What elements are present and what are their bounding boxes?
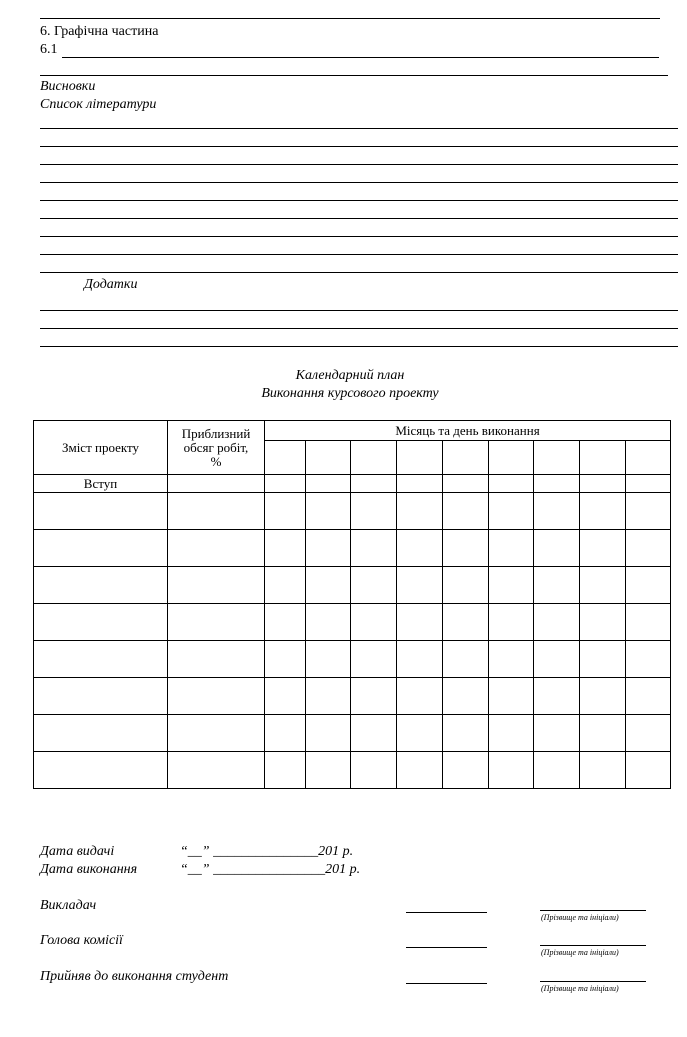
table-cell[interactable] xyxy=(351,752,397,789)
table-cell[interactable] xyxy=(443,715,489,752)
table-cell[interactable] xyxy=(168,715,265,752)
completion-date-value: “__” ________________201 р. xyxy=(180,862,361,877)
table-cell[interactable] xyxy=(265,752,306,789)
section-6-rule xyxy=(40,75,668,76)
table-row xyxy=(34,715,671,752)
table-cell[interactable] xyxy=(265,530,306,567)
table-cell[interactable] xyxy=(534,530,580,567)
table-cell[interactable] xyxy=(397,752,443,789)
table-row xyxy=(34,567,671,604)
table-cell[interactable] xyxy=(397,715,443,752)
table-cell[interactable] xyxy=(306,641,351,678)
table-cell[interactable] xyxy=(534,678,580,715)
table-cell[interactable] xyxy=(397,475,443,493)
table-cell[interactable] xyxy=(168,475,265,493)
day-cell[interactable] xyxy=(626,441,671,475)
table-row xyxy=(34,530,671,567)
table-cell[interactable] xyxy=(443,752,489,789)
table-cell[interactable] xyxy=(351,641,397,678)
section-6-1-label: 6.1 xyxy=(40,42,58,57)
table-cell[interactable] xyxy=(306,530,351,567)
top-rule xyxy=(40,18,660,19)
table-cell[interactable] xyxy=(265,567,306,604)
day-cell[interactable] xyxy=(265,441,306,475)
table-cell[interactable] xyxy=(534,715,580,752)
table-cell[interactable] xyxy=(489,715,534,752)
table-cell[interactable] xyxy=(306,475,351,493)
table-cell[interactable] xyxy=(534,567,580,604)
table-cell[interactable] xyxy=(265,493,306,530)
table-cell[interactable] xyxy=(489,493,534,530)
table-cell[interactable] xyxy=(306,493,351,530)
table-cell[interactable] xyxy=(168,752,265,789)
table-cell[interactable] xyxy=(351,530,397,567)
table-cell[interactable] xyxy=(265,641,306,678)
table-cell[interactable] xyxy=(34,604,168,641)
table-cell[interactable] xyxy=(626,678,671,715)
table-cell[interactable] xyxy=(580,604,626,641)
table-cell[interactable] xyxy=(397,641,443,678)
table-cell[interactable] xyxy=(489,678,534,715)
day-cell[interactable] xyxy=(489,441,534,475)
student-signature-line[interactable] xyxy=(406,983,487,984)
table-cell[interactable] xyxy=(265,475,306,493)
table-cell[interactable] xyxy=(580,475,626,493)
table-cell[interactable] xyxy=(580,678,626,715)
table-cell[interactable] xyxy=(626,567,671,604)
table-cell[interactable] xyxy=(626,641,671,678)
table-cell[interactable] xyxy=(580,641,626,678)
reference-line xyxy=(40,218,678,219)
table-cell[interactable] xyxy=(534,493,580,530)
head-name-caption: (Прізвище та ініціали) xyxy=(541,948,619,957)
reference-line xyxy=(40,146,678,147)
table-cell[interactable] xyxy=(306,752,351,789)
student-accepted-label: Прийняв до виконання студент xyxy=(40,969,229,984)
conclusions-heading: Висновки xyxy=(40,79,96,94)
table-cell[interactable] xyxy=(34,752,168,789)
reference-line xyxy=(40,254,678,255)
table-cell[interactable] xyxy=(351,678,397,715)
table-cell[interactable] xyxy=(351,493,397,530)
table-cell[interactable] xyxy=(489,752,534,789)
table-cell[interactable] xyxy=(443,604,489,641)
teacher-signature-line[interactable] xyxy=(406,912,487,913)
head-signature-line[interactable] xyxy=(406,947,487,948)
table-cell[interactable] xyxy=(34,678,168,715)
table-cell[interactable] xyxy=(580,493,626,530)
reference-line xyxy=(40,182,678,183)
table-cell[interactable] xyxy=(534,641,580,678)
table-cell[interactable] xyxy=(306,678,351,715)
table-cell[interactable] xyxy=(34,530,168,567)
day-cell[interactable] xyxy=(351,441,397,475)
day-cell[interactable] xyxy=(397,441,443,475)
day-cell[interactable] xyxy=(580,441,626,475)
reference-line xyxy=(40,236,678,237)
appendices-heading: Додатки xyxy=(84,277,138,292)
table-cell[interactable] xyxy=(397,567,443,604)
table-cell[interactable] xyxy=(626,752,671,789)
table-cell[interactable] xyxy=(168,678,265,715)
table-cell[interactable] xyxy=(306,715,351,752)
table-cell[interactable] xyxy=(168,604,265,641)
table-cell[interactable] xyxy=(489,604,534,641)
table-cell[interactable] xyxy=(489,567,534,604)
table-cell[interactable] xyxy=(626,604,671,641)
table-row xyxy=(34,678,671,715)
row-label-intro: Вступ xyxy=(34,475,168,493)
references-heading: Список літератури xyxy=(40,97,157,112)
table-cell[interactable] xyxy=(580,530,626,567)
table-cell[interactable] xyxy=(626,715,671,752)
table-cell[interactable] xyxy=(397,530,443,567)
day-cell[interactable] xyxy=(306,441,351,475)
reference-line xyxy=(40,200,678,201)
table-row xyxy=(34,752,671,789)
table-cell[interactable] xyxy=(489,475,534,493)
table-cell[interactable] xyxy=(34,567,168,604)
calendar-plan-table xyxy=(33,420,671,789)
commission-head-label: Голова комісії xyxy=(40,933,123,948)
table-cell[interactable] xyxy=(580,715,626,752)
section-6-1-line xyxy=(62,57,659,58)
reference-line xyxy=(40,164,678,165)
table-cell[interactable] xyxy=(534,604,580,641)
table-cell[interactable] xyxy=(34,641,168,678)
table-cell[interactable] xyxy=(351,604,397,641)
table-row xyxy=(34,604,671,641)
table-cell[interactable] xyxy=(443,678,489,715)
table-row xyxy=(34,641,671,678)
table-cell[interactable] xyxy=(443,493,489,530)
table-cell[interactable] xyxy=(351,567,397,604)
table-cell[interactable] xyxy=(397,678,443,715)
table-cell[interactable] xyxy=(489,530,534,567)
table-cell[interactable] xyxy=(443,641,489,678)
table-cell[interactable] xyxy=(265,604,306,641)
teacher-name-caption: (Прізвище та ініціали) xyxy=(541,913,619,922)
student-name-line[interactable] xyxy=(540,981,646,982)
table-cell[interactable] xyxy=(534,752,580,789)
appendix-line xyxy=(40,328,678,329)
table-cell[interactable] xyxy=(443,475,489,493)
teacher-name-line[interactable] xyxy=(540,910,646,911)
head-name-line[interactable] xyxy=(540,945,646,946)
table-cell[interactable] xyxy=(168,493,265,530)
header-content: Зміст проекту xyxy=(34,421,168,475)
plan-subtitle: Виконання курсового проекту xyxy=(261,386,439,401)
reference-line xyxy=(40,272,678,273)
table-row xyxy=(34,493,671,530)
reference-line xyxy=(40,128,678,129)
student-name-caption: (Прізвище та ініціали) xyxy=(541,984,619,993)
table-cell[interactable] xyxy=(443,567,489,604)
section-6-title: 6. Графічна частина xyxy=(40,24,159,39)
teacher-label: Викладач xyxy=(40,898,97,913)
table-cell[interactable] xyxy=(34,493,168,530)
table-cell[interactable] xyxy=(580,752,626,789)
table-cell[interactable] xyxy=(168,567,265,604)
header-month-day: Місяць та день виконання xyxy=(265,421,671,441)
table-cell[interactable] xyxy=(265,678,306,715)
table-cell[interactable] xyxy=(397,604,443,641)
table-row xyxy=(34,475,671,493)
day-cell[interactable] xyxy=(534,441,580,475)
plan-title: Календарний план xyxy=(295,368,405,383)
table-cell[interactable] xyxy=(34,715,168,752)
table-cell[interactable] xyxy=(351,475,397,493)
table-cell[interactable] xyxy=(168,641,265,678)
completion-date-label: Дата виконання xyxy=(40,862,138,877)
header-volume: Приблизний обсяг робіт, % xyxy=(168,421,265,475)
table-cell[interactable] xyxy=(626,475,671,493)
table-cell[interactable] xyxy=(351,715,397,752)
table-cell[interactable] xyxy=(168,530,265,567)
table-cell[interactable] xyxy=(626,493,671,530)
table-cell[interactable] xyxy=(443,530,489,567)
table-cell[interactable] xyxy=(580,567,626,604)
appendix-line xyxy=(40,310,678,311)
table-cell[interactable] xyxy=(306,604,351,641)
issue-date-label: Дата видачі xyxy=(40,844,115,859)
day-cell[interactable] xyxy=(443,441,489,475)
table-cell[interactable] xyxy=(397,493,443,530)
table-cell[interactable] xyxy=(626,530,671,567)
table-cell[interactable] xyxy=(265,715,306,752)
table-cell[interactable] xyxy=(489,641,534,678)
appendix-line xyxy=(40,346,678,347)
table-cell[interactable] xyxy=(306,567,351,604)
issue-date-value: “__” _______________201 р. xyxy=(180,844,354,859)
table-cell[interactable] xyxy=(534,475,580,493)
